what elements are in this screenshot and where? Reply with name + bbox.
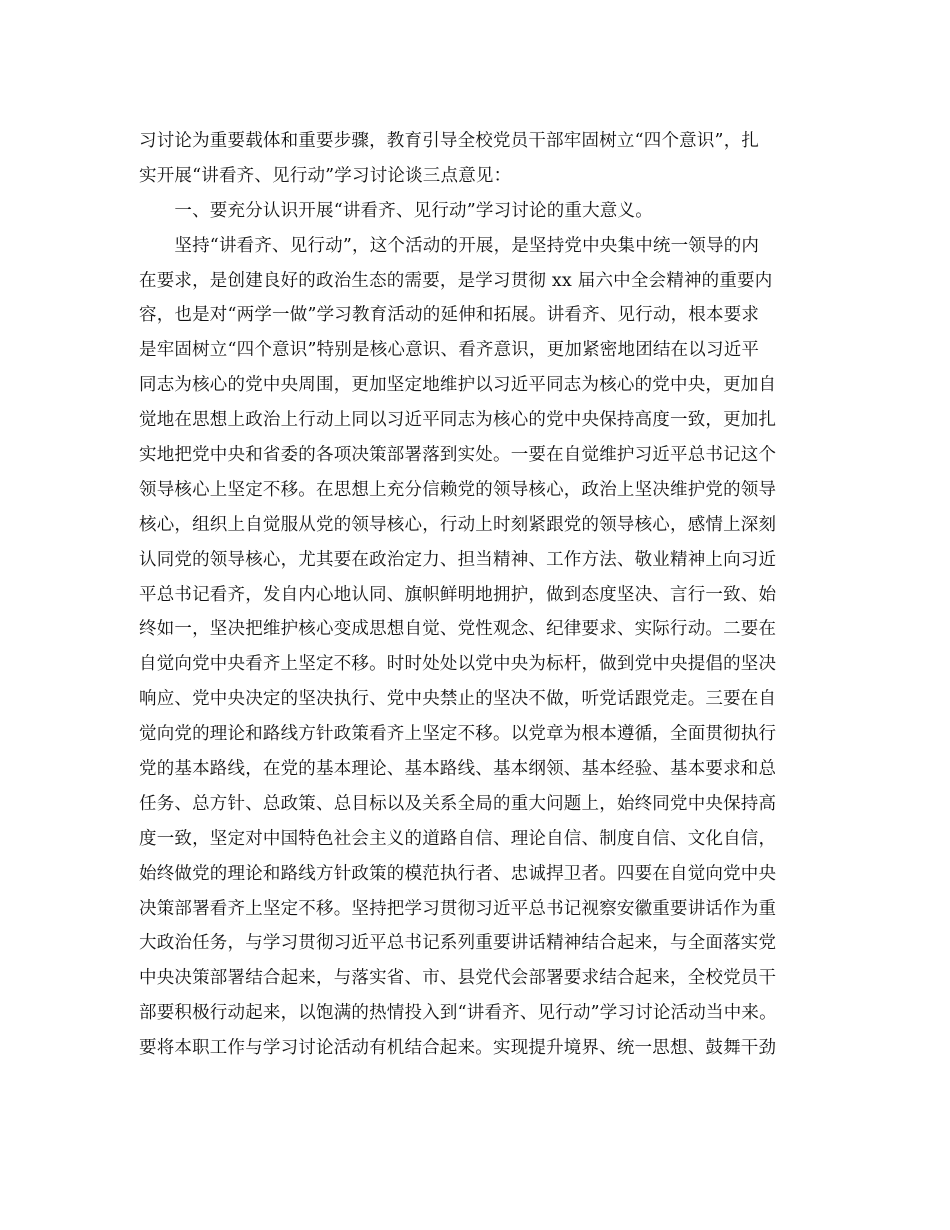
text-line: 要将本职工作与学习讨论活动有机结合起来。实现提升境界、统一思想、鼓舞干劲 [139, 1038, 777, 1059]
text-line: 中央决策部署结合起来，与落实省、市、县党代会部署要求结合起来，全校党员干 [139, 968, 777, 989]
text-line: 实开展“讲看齐、见行动”学习讨论谈三点意见： [139, 165, 512, 186]
text-line: 党的基本路线，在党的基本理论、基本路线、基本纲领、基本经验、基本要求和总 [139, 759, 777, 780]
text-line: 领导核心上坚定不移。在思想上充分信赖党的领导核心，政治上坚决维护党的领导 [139, 479, 777, 500]
text-line: 核心，组织上自觉服从党的领导核心，行动上时刻紧跟党的领导核心，感情上深刻 [139, 514, 777, 535]
text-line: 决策部署看齐上坚定不移。坚持把学习贯彻习近平总书记视察安徽重要讲话作为重 [139, 898, 777, 919]
text-line: 坚持“讲看齐、见行动”，这个活动的开展，是坚持党中央集中统一领导的内 [139, 235, 760, 256]
body-text [139, 124, 819, 1066]
text-line: 同志为核心的党中央周围，更加坚定地维护以习近平同志为核心的党中央，更加自 [139, 375, 777, 396]
text-line: 大政治任务，与学习贯彻习近平总书记系列重要讲话精神结合起来，与全面落实党 [139, 933, 777, 954]
text-line: 平总书记看齐，发自内心地认同、旗帜鲜明地拥护，做到态度坚决、言行一致、始 [139, 584, 777, 605]
text-line: 始终做党的理论和路线方针政策的模范执行者、忠诚捍卫者。四要在自觉向党中央 [139, 863, 777, 884]
text-line: 觉向党的理论和路线方针政策看齐上坚定不移。以党章为根本遵循，全面贯彻执行 [139, 724, 777, 745]
text-line: 自觉向党中央看齐上坚定不移。时时处处以党中央为标杆，做到党中央提倡的坚决 [139, 654, 777, 675]
text-line: 度一致，坚定对中国特色社会主义的道路自信、理论自信、制度自信、文化自信， [139, 828, 777, 849]
text-line: 任务、总方针、总政策、总目标以及关系全局的重大问题上，始终同党中央保持高 [139, 793, 777, 814]
text-line: 认同党的领导核心，尤其要在政治定力、担当精神、工作方法、敬业精神上向习近 [139, 549, 777, 570]
text-line: 习讨论为重要载体和重要步骤，教育引导全校党员干部牢固树立“四个意识”，扎 [139, 131, 760, 151]
section-heading: 一、要充分认识开展“讲看齐、见行动”学习讨论的重大意义。 [139, 200, 653, 221]
text-line: 觉地在思想上政治上行动上同以习近平同志为核心的党中央保持高度一致，更加扎 [139, 410, 777, 431]
text-line: 容，也是对“两学一做”学习教育活动的延伸和拓展。讲看齐、见行动，根本要求 [139, 305, 760, 326]
text-line: 终如一，坚决把维护核心变成思想自觉、党性观念、纪律要求、实际行动。二要在 [139, 619, 777, 640]
text-line: 在要求，是创建良好的政治生态的需要，是学习贯彻 xx 届六中全会精神的重要内 [139, 270, 773, 291]
text-line: 是牢固树立“四个意识”特别是核心意识、看齐意识，更加紧密地团结在以习近平 [139, 340, 760, 361]
text-line: 响应、党中央决定的坚决执行、党中央禁止的坚决不做，听党话跟党走。三要在自 [139, 689, 777, 710]
text-line: 实地把党中央和省委的各项决策部署落到实处。一要在自觉维护习近平总书记这个 [139, 445, 777, 466]
text-line: 部要积极行动起来，以饱满的热情投入到“讲看齐、见行动”学习讨论活动当中来。 [139, 1003, 777, 1024]
